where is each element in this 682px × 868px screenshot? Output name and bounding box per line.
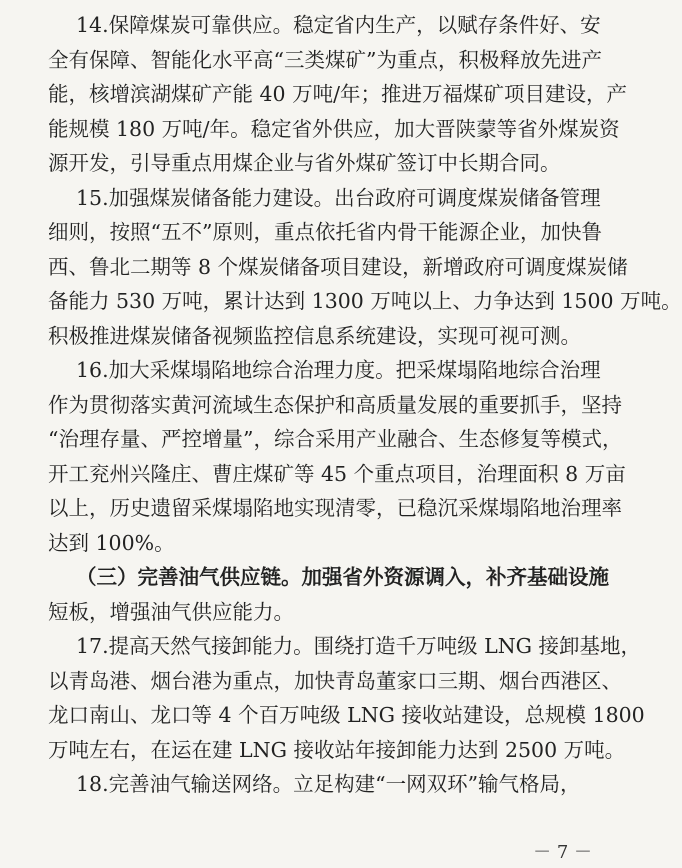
text-line: 以青岛港、烟台港为重点，加快青岛董家口三期、烟台西港区、 — [48, 668, 622, 693]
paragraph-17 — [48, 629, 645, 767]
text-line: 以上，历史遗留采煤塌陷地实现清零，已稳沉采煤塌陷地治理率 — [48, 496, 622, 520]
text-line: 15.加强煤炭储备能力建设。出台政府可调度煤炭储备管理 — [76, 185, 601, 210]
section-3-paragraph — [48, 560, 609, 629]
text-line: 西、鲁北二期等 8 个煤炭储备项目建设，新增政府可调度煤炭储 — [48, 254, 628, 279]
text-line: 开工兖州兴隆庄、曹庄煤矿等 45 个重点项目，治理面积 8 万亩 — [48, 461, 626, 486]
paragraph-16 — [48, 353, 626, 560]
paragraph-18 — [48, 767, 588, 802]
text-line: 备能力 530 万吨，累计达到 1300 万吨以上、力争达到 1500 万吨。 — [48, 289, 682, 313]
section-heading-line: （三）完善油气供应链。加强省外资源调入，补齐基础设施 — [76, 565, 609, 589]
text-line: 积极推进煤炭储备视频监控信息系统建设，实现可视可测。 — [48, 323, 581, 348]
text-line: 16.加大采煤塌陷地综合治理力度。把采煤塌陷地综合治理 — [76, 358, 601, 382]
text-line: 细则，按照“五不”原则，重点依托省内骨干能源企业，加快鲁 — [48, 220, 602, 244]
text-line: 龙口南山、龙口等 4 个百万吨级 LNG 接收站建设，总规模 1800 — [48, 703, 645, 727]
text-line: 能规模 180 万吨/年。稳定省外供应，加大晋陕蒙等省外煤炭资 — [48, 116, 620, 141]
paragraph-14 — [48, 8, 628, 181]
text-line: 17.提高天然气接卸能力。围绕打造千万吨级 LNG 接卸基地， — [76, 634, 642, 658]
paragraph-15 — [48, 181, 682, 354]
text-line: 短板，增强油气供应能力。 — [48, 599, 294, 624]
text-line: 作为贯彻落实黄河流域生态保护和高质量发展的重要抓手，坚持 — [48, 392, 622, 417]
text-line: “治理存量、严控增量”，综合采用产业融合、生态修复等模式， — [48, 427, 623, 451]
text-line: 全有保障、智能化水平高“三类煤矿”为重点，积极释放先进产 — [48, 47, 602, 72]
text-line: 万吨左右，在运在建 LNG 接收站年接卸能力达到 2500 万吨。 — [48, 737, 626, 762]
text-line: 14.保障煤炭可靠供应。稳定省内生产，以赋存条件好、安 — [76, 13, 601, 37]
text-line: 源开发，引导重点用煤企业与省外煤矿签订中长期合同。 — [48, 151, 561, 175]
text-line: 能，核增滨湖煤矿产能 40 万吨/年；推进万福煤矿项目建设，产 — [48, 82, 628, 106]
document-page — [48, 8, 682, 802]
text-line: 达到 100%。 — [48, 530, 175, 555]
text-line: 18.完善油气输送网络。立足构建“一网双环”输气格局， — [76, 772, 581, 796]
page-number: － 7 － — [533, 842, 592, 863]
